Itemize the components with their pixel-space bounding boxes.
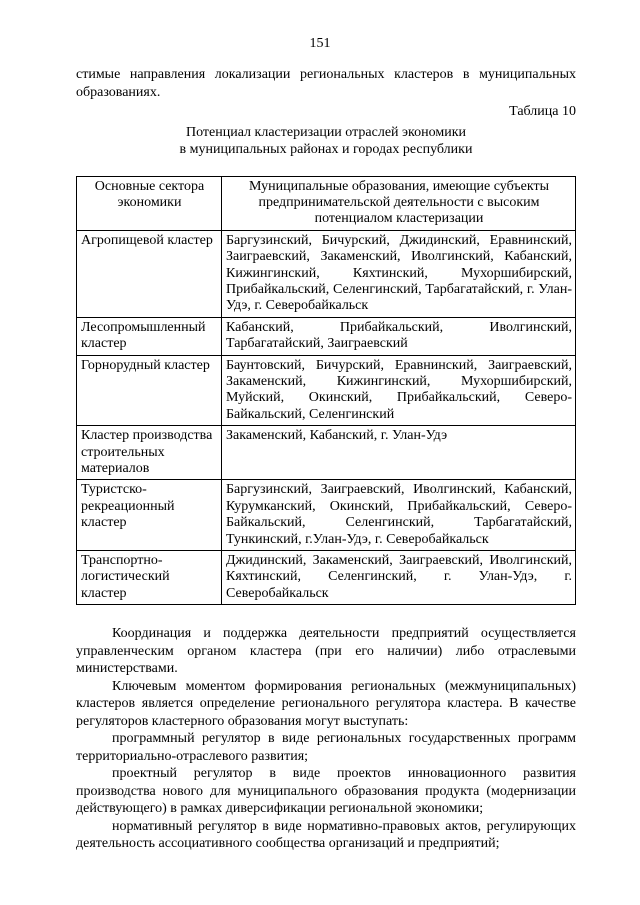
table-title-line-2: в муниципальных районах и городах республики [179,142,473,157]
regulator-item: нормативный регулятор в виде нормативно-правовых актов, регулирующих деятельность ассоциативного сообщества организаций и предприятий; [76,818,576,852]
page-number: 151 [309,36,331,51]
header-sector: Основные сектора экономики [77,176,222,230]
regulator-item: проектный регулятор в виде проектов инновационного развития производства нового для муниципального образования продукта (модернизации действующего) в рамках диверсификации региональной экономики; [76,766,576,817]
municipalities-cell: Кабанский, Прибайкальский, Иволгинский, Тарбагатайский, Заиграевский [222,317,576,355]
municipalities-cell: Джидинский, Закаменский, Заиграевский, Иволгинский, Кяхтинский, Селенгинский, г. Улан-Удэ, г. Северобайкальск [222,551,576,605]
sector-cell: Кластер производства строительных материалов [77,426,222,480]
sector-cell: Лесопромышленный кластер [77,317,222,355]
municipalities-cell: Баунтовский, Бичурский, Еравнинский, Заиграевский, Закаменский, Кижингинский, Мухоршибирский, Муйский, Окинский, Прибайкальский, Северо-Байкальский, Селенгинский [222,355,576,426]
table-title [76,124,576,159]
table-row [77,426,576,480]
municipalities-cell: Закаменский, Кабанский, г. Улан-Удэ [222,426,576,480]
body-paragraph: Ключевым моментом формирования региональных (межмуниципальных) кластеров является определение регионального регулятора кластера. В качестве регуляторов кластерного образования могут выступать: [76,678,576,729]
cluster-table [76,176,576,606]
table-row [77,317,576,355]
body-paragraph: Координация и поддержка деятельности предприятий осуществляется управленческим органом кластера (при его наличии) либо отраслевыми министерствами. [76,626,576,677]
body-text [76,625,576,853]
page-content [76,66,576,853]
municipalities-cell: Баргузинский, Бичурский, Джидинский, Еравнинский, Заиграевский, Закаменский, Иволгинский, Кабанский, Кижингинский, Кяхтинский, Мухоршибирский, Прибайкальский, Селенгинский, Тарбагатайский, г. Улан-Удэ, г. Северобайкальск [222,230,576,317]
sector-cell: Агропищевой кластер [77,230,222,317]
sector-cell: Транспортно-логистический кластер [77,551,222,605]
table-row [77,355,576,426]
municipalities-cell: Баргузинский, Заиграевский, Иволгинский, Кабанский, Курумканский, Окинский, Прибайкальский, Северо-Байкальский, Селенгинский, Тарбагатайский, Тункинский, г.Улан-Удэ, г. Северобайкальск [222,480,576,551]
table-row [77,230,576,317]
table-label: Таблица 10 [509,104,576,119]
sector-cell: Туристско-рекреационный кластер [77,480,222,551]
regulator-item: программный регулятор в виде региональных государственных программ территориально-отраслевого развития; [76,731,576,764]
sector-cell: Горнорудный кластер [77,355,222,426]
intro-paragraph: стимые направления локализации региональных кластеров в муниципальных образованиях. [76,67,576,100]
table-row [77,551,576,605]
table-header-row [77,176,576,230]
header-municipalities: Муниципальные образования, имеющие субъекты предпринимательской деятельности с высоким потенциалом кластеризации [222,176,576,230]
table-row [77,480,576,551]
table-title-line-1: Потенциал кластеризации отраслей экономики [185,124,466,140]
